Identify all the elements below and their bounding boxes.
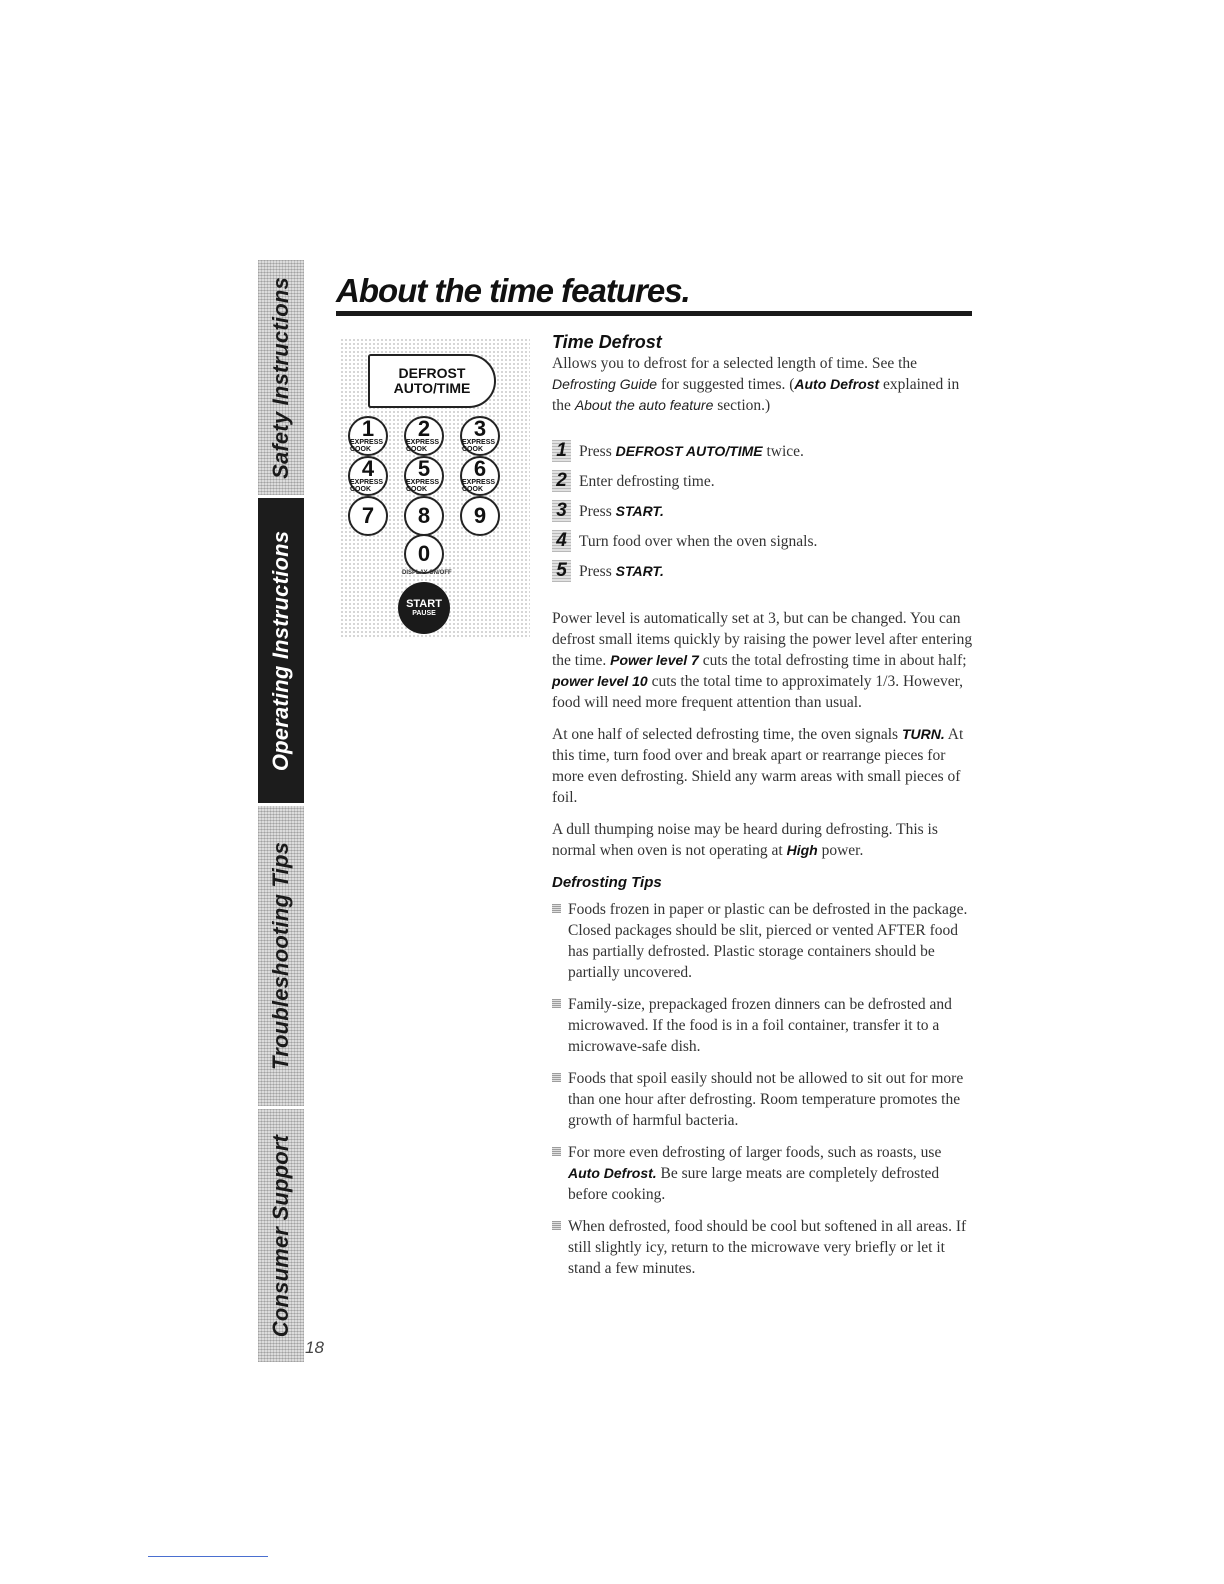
tab-troubleshooting-tips[interactable] (258, 806, 304, 1106)
step-keyword: DEFROST AUTO/TIME (615, 442, 763, 459)
text: Press (579, 562, 616, 580)
text: Foods frozen in paper or plastic can be defrosted in the package. Closed packages should be slit, pierced or vented AFTER food has partially defrosted. Plastic storage containers should be partially uncovered. (568, 901, 968, 981)
emphasis: Auto Defrost. (568, 1165, 657, 1181)
key-sublabel: EXPRESS COOK (406, 479, 440, 493)
emphasis: TURN. (901, 726, 945, 742)
footer-line (148, 1556, 268, 1557)
tip-item (552, 1216, 977, 1279)
key-digit: 1 (361, 416, 375, 441)
tip-item (552, 899, 977, 983)
page-title: About the time features. (336, 272, 690, 309)
text: Turn food over when the oven signals. (579, 532, 818, 550)
text: cuts the total time to approximately 1/3. However, food will need more frequent attention than usual. (552, 673, 964, 711)
tip-text (568, 1068, 977, 1131)
tip-item (552, 1142, 977, 1205)
step-item (552, 526, 977, 556)
step-item (552, 466, 977, 496)
text: Foods that spoil easily should not be allowed to sit out for more than one hour after defrosting. Room temperature promotes the growth of harmful bacteria. (568, 1070, 964, 1129)
section-tabs (258, 260, 304, 1362)
tab-operating-instructions[interactable] (258, 498, 304, 803)
key-digit: 0 (417, 541, 431, 566)
text: explained in the (552, 376, 960, 414)
defrost-auto-time-key (368, 354, 496, 408)
title-rule (336, 311, 972, 316)
steps-list (552, 436, 977, 586)
text: At one half of selected defrosting time, the oven signals (552, 726, 902, 743)
key-sublabel: EXPRESS COOK (462, 439, 496, 453)
time-defrost-section (552, 332, 977, 1290)
key-digit: 3 (473, 416, 487, 441)
text: Allows you to defrost for a selected length of time. See the (552, 355, 918, 372)
key-4 (348, 456, 388, 496)
tab-consumer-support[interactable] (258, 1109, 304, 1362)
key-0 (404, 534, 444, 574)
text: When defrosted, food should be cool but softened in all areas. If still slightly icy, return to the microwave very briefly or let it stand a few minutes. (568, 1218, 967, 1277)
page-number: 18 (305, 1338, 324, 1357)
step-keyword: START. (615, 562, 664, 579)
tab-label: Safety Instructions (268, 276, 293, 479)
key-sublabel: EXPRESS COOK (406, 439, 440, 453)
intro-paragraph (552, 353, 977, 416)
start-pause-key (398, 582, 450, 634)
tip-item (552, 994, 977, 1057)
auto-defrost-ref: Auto Defrost (794, 376, 880, 392)
step-number: 4 (552, 530, 571, 552)
key-digit: 7 (361, 503, 375, 528)
text: twice. (762, 442, 804, 460)
key-6 (460, 456, 500, 496)
step-item (552, 556, 977, 586)
tab-safety-instructions[interactable] (258, 260, 304, 495)
text: Press (579, 502, 616, 520)
defrosting-guide-ref: Defrosting Guide (552, 376, 658, 392)
step-text (579, 471, 715, 492)
tip-text (568, 1216, 977, 1279)
key-digit: 6 (473, 456, 487, 481)
text: Press (579, 442, 616, 460)
section-heading: Time Defrost (552, 332, 662, 352)
text: Power level is automatically set at 3, but can be changed. You can defrost small items quickly by raising the power level after entering the time. (552, 610, 973, 669)
emphasis: Power level 7 (610, 652, 699, 668)
text: At this time, turn food over and break apart or rearrange pieces for more even defrosting. Shield any warm areas with small pieces of foil. (552, 726, 964, 806)
text: A dull thumping noise may be heard during defrosting. This is normal when oven is not operating at (552, 821, 938, 859)
bullet-icon (552, 1073, 561, 1082)
text: for suggested times. ( (657, 376, 795, 393)
key-8 (404, 496, 444, 536)
text: cuts the total defrosting time in about half; (698, 652, 967, 669)
tips-list (552, 899, 977, 1279)
bullet-icon (552, 1147, 561, 1156)
key-7 (348, 496, 388, 536)
key-digit: 2 (417, 416, 431, 441)
noise-paragraph (552, 819, 977, 861)
key-1 (348, 416, 388, 456)
text: For more even defrosting of larger foods, such as roasts, use (568, 1144, 942, 1161)
keypad-illustration (340, 338, 530, 638)
start-key-line1: START (406, 598, 442, 610)
bullet-icon (552, 1221, 561, 1230)
text: Enter defrosting time. (579, 472, 715, 490)
tab-label: Troubleshooting Tips (268, 841, 294, 1071)
emphasis: High (786, 842, 818, 858)
step-number: 2 (552, 470, 571, 492)
step-number: 1 (552, 440, 571, 462)
step-text (579, 531, 817, 552)
bullet-icon (552, 904, 561, 913)
bullet-icon (552, 999, 561, 1008)
key-2 (404, 416, 444, 456)
key-sublabel: EXPRESS COOK (462, 479, 496, 493)
auto-feature-ref: About the auto feature (574, 397, 714, 413)
key-digit: 9 (473, 503, 487, 528)
key-5 (404, 456, 444, 496)
text: section.) (713, 397, 771, 414)
step-item (552, 496, 977, 526)
tip-text (568, 899, 977, 983)
tab-label: Operating Instructions (268, 530, 293, 771)
tip-text (568, 994, 977, 1057)
start-key-line2: PAUSE (412, 610, 436, 617)
turn-signal-paragraph (552, 724, 977, 808)
key-digit: 5 (417, 456, 431, 481)
step-text (579, 561, 664, 582)
defrost-key-line1: DEFROST (398, 365, 466, 381)
key-digit: 8 (417, 503, 431, 528)
step-number: 5 (552, 560, 571, 582)
tip-item (552, 1068, 977, 1131)
text: power. (817, 842, 864, 859)
key-3 (460, 416, 500, 456)
key-sublabel: EXPRESS COOK (350, 479, 384, 493)
emphasis: power level 10 (552, 673, 648, 689)
text: Family-size, prepackaged frozen dinners can be defrosted and microwaved. If the food is in a foil container, transfer it to a microwave-safe dish. (568, 996, 952, 1055)
defrost-key-line2: AUTO/TIME (393, 380, 471, 396)
step-number: 3 (552, 500, 571, 522)
power-level-paragraph (552, 608, 977, 713)
key-sublabel: EXPRESS COOK (350, 439, 384, 453)
step-item (552, 436, 977, 466)
key-digit: 4 (361, 456, 375, 481)
step-text (579, 501, 664, 522)
step-text (579, 441, 804, 462)
tip-text (568, 1142, 977, 1205)
display-on-off-label: DISPLAY ON/OFF (402, 570, 452, 576)
tips-heading: Defrosting Tips (552, 874, 662, 891)
step-keyword: START. (615, 502, 664, 519)
text: Be sure large meats are completely defrosted before cooking. (568, 1165, 940, 1203)
key-9 (460, 496, 500, 536)
tab-label: Consumer Support (268, 1134, 293, 1337)
